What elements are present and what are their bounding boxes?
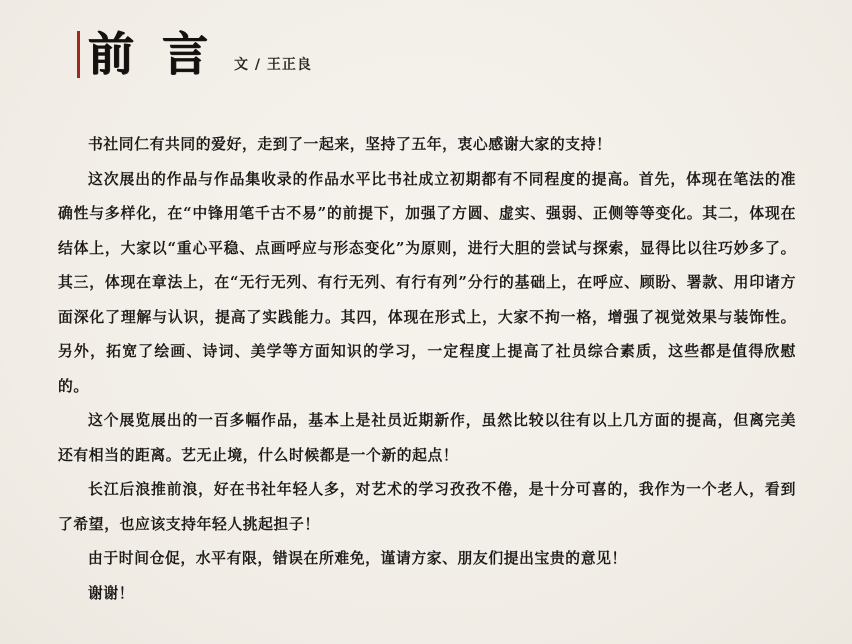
closing-thanks: 谢谢！ [88,584,135,602]
paragraph: 书社同仁有共同的爱好，走到了一起来，坚持了五年，衷心感谢大家的支持！ [88,136,612,153]
paragraph: 由于时间仓促，水平有限，错误在所难免，谨请方家、朋友们提出宝贵的意见！ [88,550,627,567]
paragraph: 这次展出的作品与作品集收录的作品水平比书社成立初期都有不同程度的提高。首先，体现在笔法的准确性与多样化，在“中锋用笔千古不易”的前提下，加强了方圆、虚实、强弱、正侧等等变化。其二，体现在结体上，大家以“重心平稳、点画呼应与形态变化”为原则，进行大胆的尝试与探索，显得比以往巧妙多了。其三，体现在章法上，在“无行无列、有行无列、有行有列”分行的基础上，在呼应、顾盼、署款、用印诸方面深化了理解与认识，提高了实践能力。其四，体现在形式上，大家不拘一格，增强了视觉效果与装饰性。另外，拓宽了绘画、诗词、美学等方面知识的学习，一定程度上提高了社员综合素质，这些都是值得欣慰的。 [58,170,796,395]
page-title: 前言 [88,27,236,81]
title-block [88,22,312,82]
paragraph: 这个展览展出的一百多幅作品，基本上是社员近期新作，虽然比较以往有以上几方面的提高，但离完美还有相当的距离。艺无止境，什么时候都是一个新的起点！ [58,412,796,464]
author-byline: 文 / 王正良 [234,57,312,73]
paragraph: 长江后浪推前浪，好在书社年轻人多，对艺术的学习孜孜不倦，是十分可喜的，我作为一个老人，看到了希望，也应该支持年轻人挑起担子！ [58,481,796,533]
preface-body [58,128,796,611]
title-accent-rule [77,31,80,78]
